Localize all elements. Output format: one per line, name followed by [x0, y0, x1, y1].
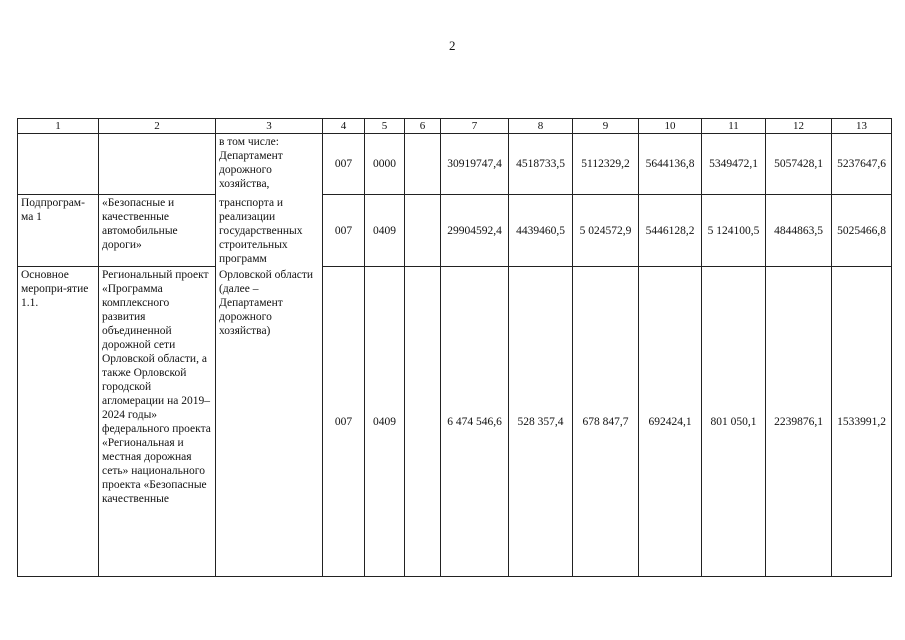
page-number: 2 [449, 38, 456, 53]
value-cell: 4518733,5 [509, 134, 573, 195]
row-name: Региональный проект «Программа комплексного развития объединенной дорожной сети Орловской области, а также Орловской городской агломерации на 2019–2024 годы» федерального проекта «Региональная и местная дорожная сеть» национального проекта «Безопасные качественные [99, 267, 216, 577]
value-cell: 5644136,8 [639, 134, 702, 195]
code-cell [405, 267, 441, 577]
value-cell: 5349472,1 [702, 134, 766, 195]
value-cell: 692424,1 [639, 267, 702, 577]
value-cell: 5025466,8 [832, 195, 892, 267]
executor-cell: Орловской области (далее – Департамент дорожного хозяйства) [216, 267, 323, 577]
budget-table [17, 118, 892, 577]
row-name [99, 134, 216, 195]
column-header: 2 [99, 119, 216, 134]
column-header: 12 [766, 119, 832, 134]
column-header: 10 [639, 119, 702, 134]
value-cell: 5237647,6 [832, 134, 892, 195]
table-row [18, 134, 892, 195]
value-cell: 5112329,2 [573, 134, 639, 195]
column-header: 6 [405, 119, 441, 134]
row-label [18, 134, 99, 195]
column-header: 11 [702, 119, 766, 134]
row-label: Подпрограм-ма 1 [18, 195, 99, 267]
code-cell: 0409 [365, 267, 405, 577]
value-cell: 2239876,1 [766, 267, 832, 577]
column-header: 4 [323, 119, 365, 134]
column-header: 1 [18, 119, 99, 134]
row-name: «Безопасные и качественные автомобильные дороги» [99, 195, 216, 267]
row-label: Основное меропри-ятие 1.1. [18, 267, 99, 577]
value-cell: 678 847,7 [573, 267, 639, 577]
code-cell [405, 195, 441, 267]
value-cell: 4844863,5 [766, 195, 832, 267]
code-cell: 0409 [365, 195, 405, 267]
executor-cell: транспорта и реализации государственных строительных программ [216, 195, 323, 267]
value-cell: 528 357,4 [509, 267, 573, 577]
executor-cell: в том числе: Департамент дорожного хозяйства, [216, 134, 323, 195]
header-row [18, 119, 892, 134]
value-cell: 5 024572,9 [573, 195, 639, 267]
value-cell: 6 474 546,6 [441, 267, 509, 577]
code-cell: 007 [323, 195, 365, 267]
value-cell: 5057428,1 [766, 134, 832, 195]
value-cell: 4439460,5 [509, 195, 573, 267]
code-cell: 0000 [365, 134, 405, 195]
column-header: 8 [509, 119, 573, 134]
column-header: 9 [573, 119, 639, 134]
value-cell: 1533991,2 [832, 267, 892, 577]
value-cell: 29904592,4 [441, 195, 509, 267]
table-row [18, 195, 892, 267]
code-cell: 007 [323, 134, 365, 195]
value-cell: 5 124100,5 [702, 195, 766, 267]
column-header: 3 [216, 119, 323, 134]
column-header: 13 [832, 119, 892, 134]
value-cell: 30919747,4 [441, 134, 509, 195]
table-row [18, 267, 892, 577]
value-cell: 801 050,1 [702, 267, 766, 577]
code-cell [405, 134, 441, 195]
column-header: 7 [441, 119, 509, 134]
value-cell: 5446128,2 [639, 195, 702, 267]
column-header: 5 [365, 119, 405, 134]
code-cell: 007 [323, 267, 365, 577]
